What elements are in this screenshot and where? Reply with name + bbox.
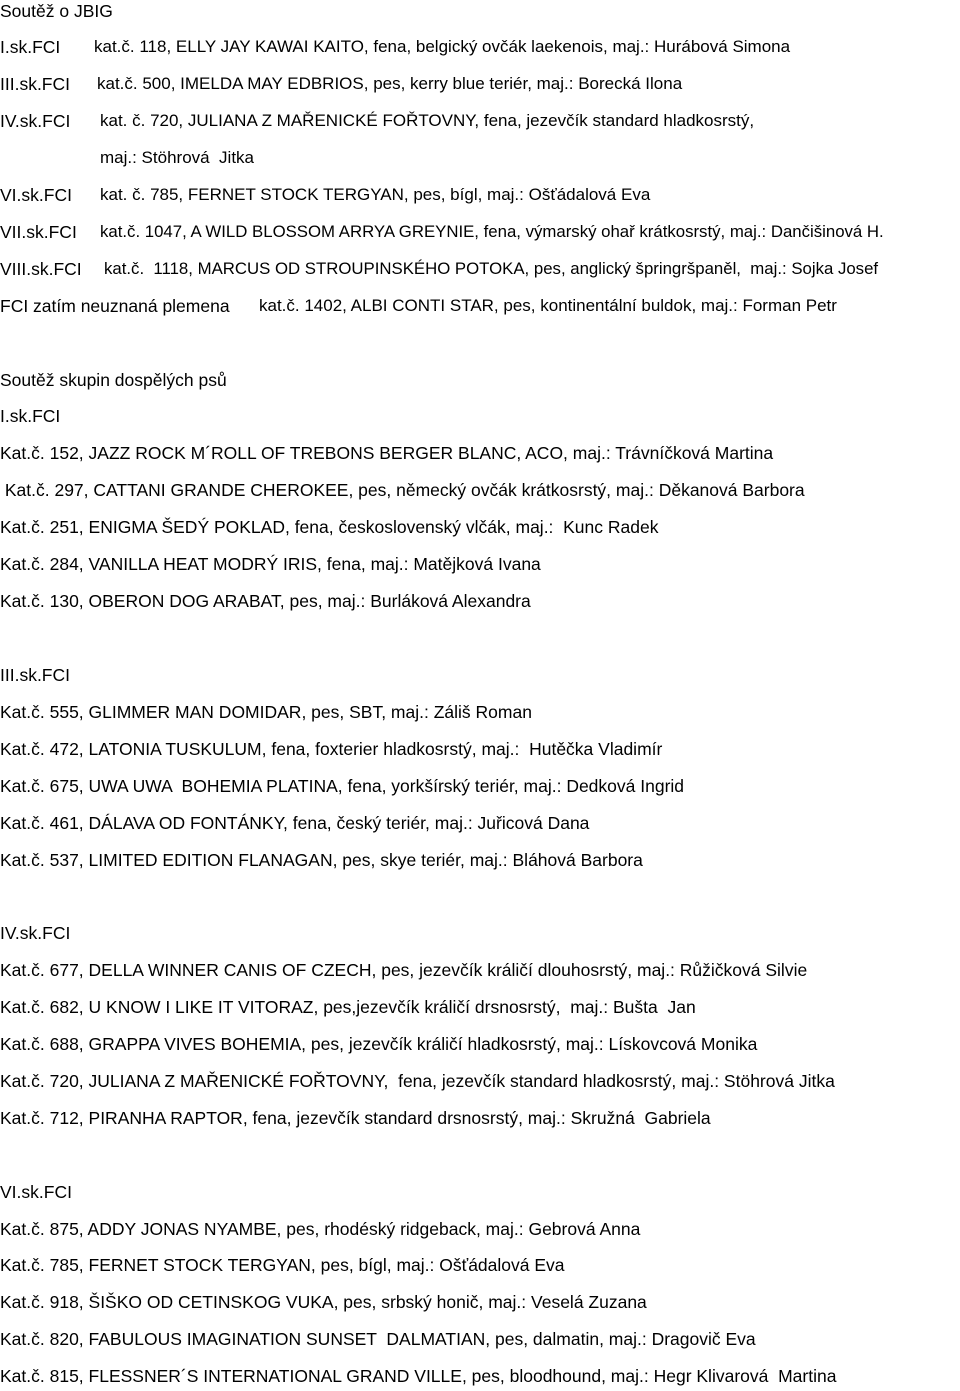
jbig-entry: kat. č. 720, JULIANA Z MAŘENICKÉ FOŘTOVNY, fena, jezevčík standard hladkosrstý, (100, 111, 755, 130)
section-title: VI.sk.FCI (0, 1182, 72, 1202)
list-item: Kat.č. 675, UWA UWA BOHEMIA PLATINA, fena, yorkšírský teriér, maj.: Dedková Ingrid (0, 776, 685, 796)
adult-groups-heading: Soutěž skupin dospělých psů (0, 370, 227, 390)
jbig-group-label: VIII.sk.FCI (0, 259, 82, 279)
jbig-entry: kat. č. 785, FERNET STOCK TERGYAN, pes, bígl, maj.: Ošťádalová Eva (100, 185, 651, 204)
jbig-heading: Soutěž o JBIG (0, 1, 113, 21)
jbig-entry: kat.č. 1118, MARCUS OD STROUPINSKÉHO POTOKA, pes, anglický špringršpaněl, maj.: Sojka Josef (104, 259, 879, 278)
list-item: Kat.č. 682, U KNOW I LIKE IT VITORAZ, pes,jezevčík králičí drsnosrstý, maj.: Bušta Jan (0, 997, 696, 1017)
list-item: Kat.č. 918, ŠIŠKO OD CETINSKOG VUKA, pes, srbský honič, maj.: Veselá Zuzana (0, 1292, 647, 1312)
list-item: Kat.č. 815, FLESSNER´S INTERNATIONAL GRAND VILLE, pes, bloodhound, maj.: Hegr Klivarová Martina (0, 1366, 837, 1386)
jbig-group-label: FCI zatím neuznaná plemena (0, 296, 230, 316)
list-item: Kat.č. 251, ENIGMA ŠEDÝ POKLAD, fena, československý vlčák, maj.: Kunc Radek (0, 517, 659, 537)
list-item: Kat.č. 677, DELLA WINNER CANIS OF CZECH, pes, jezevčík králičí dlouhosrstý, maj.: Růžičková Silvie (0, 960, 808, 980)
section-title: I.sk.FCI (0, 406, 61, 426)
jbig-group-label: III.sk.FCI (0, 74, 70, 94)
list-item: Kat.č. 712, PIRANHA RAPTOR, fena, jezevčík standard drsnosrstý, maj.: Skružná Gabriela (0, 1108, 711, 1128)
jbig-group-label: VI.sk.FCI (0, 185, 72, 205)
list-item: Kat.č. 284, VANILLA HEAT MODRÝ IRIS, fena, maj.: Matějková Ivana (0, 554, 541, 574)
jbig-entry: kat.č. 500, IMELDA MAY EDBRIOS, pes, kerry blue teriér, maj.: Borecká Ilona (97, 74, 683, 93)
list-item: Kat.č. 461, DÁLAVA OD FONTÁNKY, fena, český teriér, maj.: Juřicová Dana (0, 813, 590, 833)
jbig-entry-continuation: maj.: Stöhrová Jitka (100, 148, 255, 167)
section-title: III.sk.FCI (0, 665, 70, 685)
list-item: Kat.č. 130, OBERON DOG ARABAT, pes, maj.: Burláková Alexandra (0, 591, 531, 611)
list-item: Kat.č. 555, GLIMMER MAN DOMIDAR, pes, SBT, maj.: Záliš Roman (0, 702, 532, 722)
jbig-entry: kat.č. 118, ELLY JAY KAWAI KAITO, fena, belgický ovčák laekenois, maj.: Hurábová Simona (94, 37, 791, 56)
jbig-entry: kat.č. 1047, A WILD BLOSSOM ARRYA GREYNIE, fena, výmarský ohař krátkosrstý, maj.: Dančišinová H. (100, 222, 884, 241)
jbig-group-label: I.sk.FCI (0, 37, 61, 57)
list-item: Kat.č. 785, FERNET STOCK TERGYAN, pes, bígl, maj.: Ošťádalová Eva (0, 1255, 565, 1275)
list-item: Kat.č. 720, JULIANA Z MAŘENICKÉ FOŘTOVNY, fena, jezevčík standard hladkosrstý, maj.: Stöhrová Jitka (0, 1071, 835, 1091)
list-item: Kat.č. 875, ADDY JONAS NYAMBE, pes, rhodéský ridgeback, maj.: Gebrová Anna (0, 1219, 641, 1239)
list-item: Kat.č. 152, JAZZ ROCK M´ROLL OF TREBONS BERGER BLANC, ACO, maj.: Trávníčková Martina (0, 443, 774, 463)
list-item: Kat.č. 472, LATONIA TUSKULUM, fena, foxterier hladkosrstý, maj.: Hutěčka Vladimír (0, 739, 663, 759)
list-item: Kat.č. 297, CATTANI GRANDE CHEROKEE, pes, německý ovčák krátkosrstý, maj.: Děkanová Barbora (0, 480, 805, 500)
jbig-group-label: IV.sk.FCI (0, 111, 71, 131)
list-item: Kat.č. 537, LIMITED EDITION FLANAGAN, pes, skye teriér, maj.: Bláhová Barbora (0, 850, 643, 870)
section-title: IV.sk.FCI (0, 923, 71, 943)
list-item: Kat.č. 688, GRAPPA VIVES BOHEMIA, pes, jezevčík králičí hladkosrstý, maj.: Lískovcová Monika (0, 1034, 758, 1054)
jbig-entry: kat.č. 1402, ALBI CONTI STAR, pes, kontinentální buldok, maj.: Forman Petr (259, 296, 837, 315)
jbig-group-label: VII.sk.FCI (0, 222, 77, 242)
list-item: Kat.č. 820, FABULOUS IMAGINATION SUNSET DALMATIAN, pes, dalmatin, maj.: Dragovič Eva (0, 1329, 756, 1349)
